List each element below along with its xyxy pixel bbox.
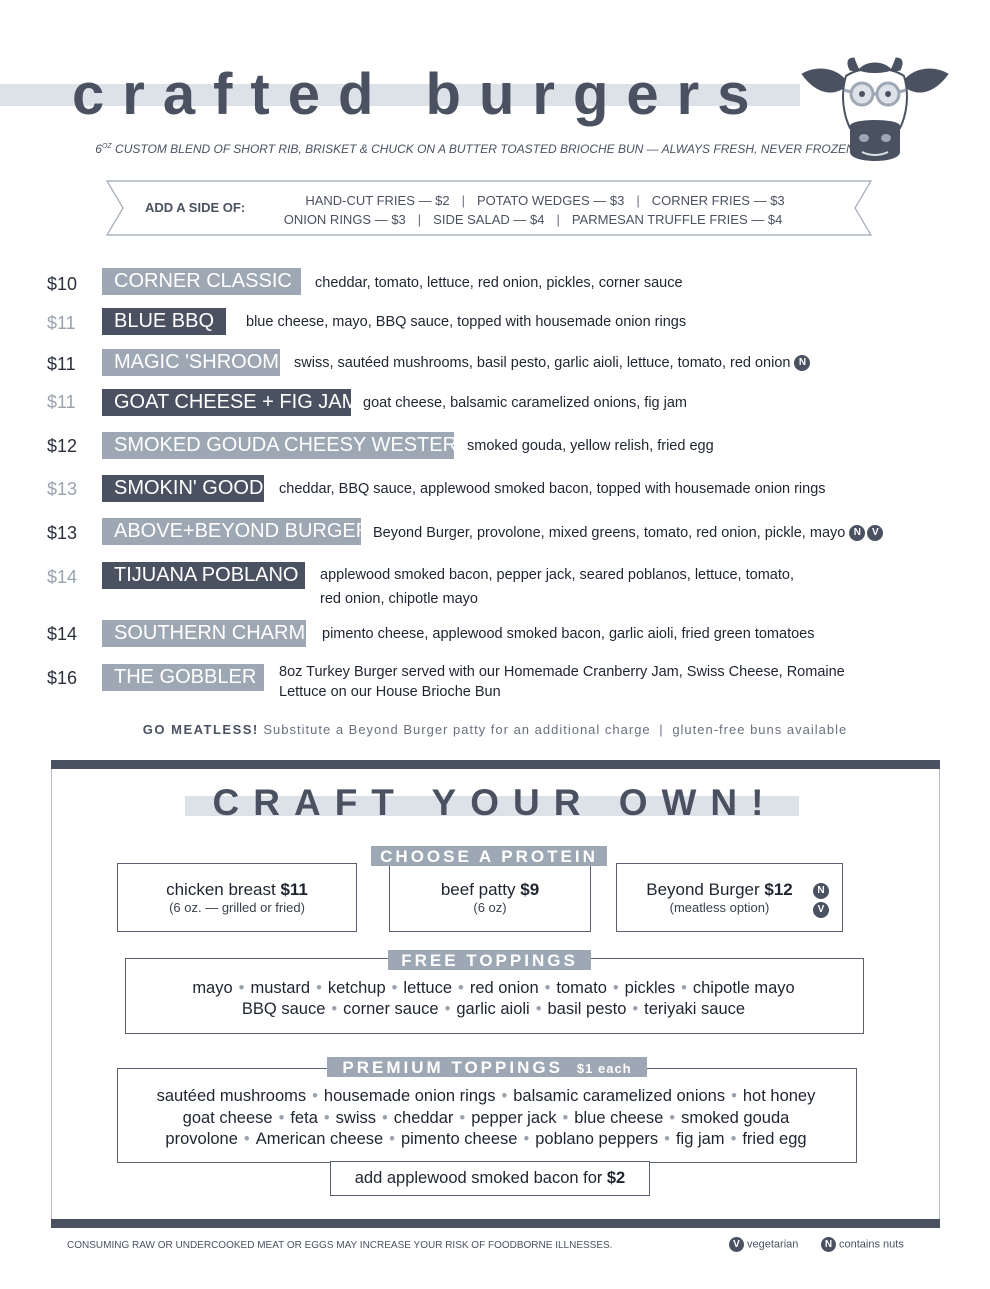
- craft-your-own-title: CRAFT YOUR OWN!: [212, 782, 778, 823]
- burger-description: smoked gouda, yellow relish, fried egg: [467, 438, 714, 454]
- panel-bottom-rule: [51, 1219, 940, 1228]
- burger-price: $11: [47, 354, 76, 374]
- free-toppings-line-2: BBQ sauce • corner sauce • garlic aioli • basil pesto • teriyaki sauce: [241, 1000, 746, 1018]
- menu-subtitle: $6^{OZ}$ CUSTOM BLEND OF SHORT RIB, BRISKET & CHUCK ON A BUTTER TOASTED BRIOCHE BUN — ALWAYS FRESH, NEVER FROZEN: [95, 142, 855, 156]
- burger-description: blue cheese, mayo, BBQ sauce, topped with housemade onion rings: [246, 314, 687, 330]
- sides-label: ADD A SIDE OF:: [145, 200, 246, 215]
- burger-description: 8oz Turkey Burger served with our Homemade Cranberry Jam, Swiss Cheese, Romaine: [279, 664, 845, 680]
- contains-nuts-icon: N: [794, 355, 810, 371]
- burger-description: Beyond Burger, provolone, mixed greens, tomato, red onion, pickle, mayo N V: [373, 523, 883, 543]
- burger-price: $14: [47, 567, 78, 587]
- menu-title: crafted burgers: [72, 62, 768, 127]
- vegetarian-icon: V: [867, 525, 883, 541]
- burger-name: MAGIC 'SHROOM: [102, 349, 280, 376]
- contains-nuts-icon: N: [849, 525, 865, 541]
- free-toppings-line-1: mayo • mustard • ketchup • lettuce • red onion • tomato • pickles • chipotle mayo: [192, 979, 795, 997]
- protein-option-beef: beef patty $9 (6 oz): [389, 863, 591, 932]
- burger-name: THE GOBBLER: [102, 664, 264, 691]
- choose-protein-header: CHOOSE A PROTEIN: [371, 846, 607, 866]
- burger-name: BLUE BBQ: [102, 308, 226, 335]
- burger-price: $10: [47, 274, 78, 294]
- burger-name: SMOKED GOUDA CHEESY WESTERN: [102, 432, 454, 459]
- contains-nuts-icon: N: [821, 1237, 836, 1252]
- sides-line-2: ONION RINGS — $3 | SIDE SALAD — $4 | PARMESAN TRUFFLE FRIES — $4: [283, 212, 783, 227]
- burger-description-continued: red onion, chipotle mayo: [320, 591, 478, 607]
- burger-description: pimento cheese, applewood smoked bacon, garlic aioli, fried green tomatoes: [322, 626, 815, 642]
- burger-description: goat cheese, balsamic caramelized onions, fig jam: [363, 395, 687, 411]
- protein-option-beyond: Beyond Burger $12 (meatless option): [616, 863, 843, 932]
- premium-toppings-line-3: provolone • American cheese • pimento cheese • poblano peppers • fig jam • fried egg: [165, 1130, 807, 1148]
- burger-price: $13: [47, 523, 78, 543]
- protein-option-chicken: chicken breast $11 (6 oz. — grilled or fried): [117, 863, 357, 932]
- burger-name: CORNER CLASSIC: [102, 268, 301, 295]
- burger-price: $11: [47, 313, 76, 333]
- burger-price: $14: [47, 624, 78, 644]
- sides-line-1: HAND-CUT FRIES — $2 | POTATO WEDGES — $3 | CORNER FRIES — $3: [305, 193, 785, 208]
- food-safety-disclaimer: CONSUMING RAW OR UNDERCOOKED MEAT OR EGGS MAY INCREASE YOUR RISK OF FOODBORNE ILLNESSES.: [67, 1240, 613, 1251]
- burger-price: $16: [47, 668, 78, 688]
- burger-price: $13: [47, 479, 78, 499]
- burger-description: cheddar, BBQ sauce, applewood smoked bacon, topped with housemade onion rings: [279, 481, 826, 497]
- legend-vegetarian: V vegetarian: [729, 1237, 798, 1252]
- burger-description-continued: Lettuce on our House Brioche Bun: [279, 684, 501, 700]
- vegetarian-icon: V: [729, 1237, 744, 1252]
- burger-name: SMOKIN' GOOD: [102, 475, 264, 502]
- premium-toppings-line-1: sautéed mushrooms • housemade onion rings • balsamic caramelized onions • hot honey: [156, 1087, 816, 1105]
- burger-description: cheddar, tomato, lettuce, red onion, pickles, corner sauce: [315, 275, 683, 291]
- contains-nuts-icon: N: [813, 883, 829, 899]
- add-bacon-box: add applewood smoked bacon for $2: [330, 1161, 650, 1196]
- free-toppings-header: FREE TOPPINGS: [388, 950, 591, 970]
- vegetarian-icon: V: [813, 902, 829, 918]
- go-meatless-note: GO MEATLESS! Substitute a Beyond Burger patty for an additional charge | gluten-free buns available: [142, 722, 848, 737]
- premium-toppings-header: PREMIUM TOPPINGS $1 each: [327, 1057, 647, 1077]
- burger-description: swiss, sautéed mushrooms, basil pesto, garlic aioli, lettuce, tomato, red onion N: [294, 353, 810, 373]
- burger-name: GOAT CHEESE + FIG JAM: [102, 389, 351, 416]
- burger-name: ABOVE+BEYOND BURGER: [102, 518, 361, 545]
- panel-top-rule: [51, 760, 940, 769]
- premium-toppings-line-2: goat cheese • feta • swiss • cheddar • pepper jack • blue cheese • smoked gouda: [182, 1109, 790, 1127]
- burger-description: applewood smoked bacon, pepper jack, seared poblanos, lettuce, tomato,: [320, 567, 794, 583]
- legend-contains-nuts: N contains nuts: [821, 1237, 904, 1252]
- burger-price: $11: [47, 392, 76, 412]
- burger-price: $12: [47, 436, 78, 456]
- burger-name: TIJUANA POBLANO: [102, 562, 305, 589]
- burger-name: SOUTHERN CHARM: [102, 620, 306, 647]
